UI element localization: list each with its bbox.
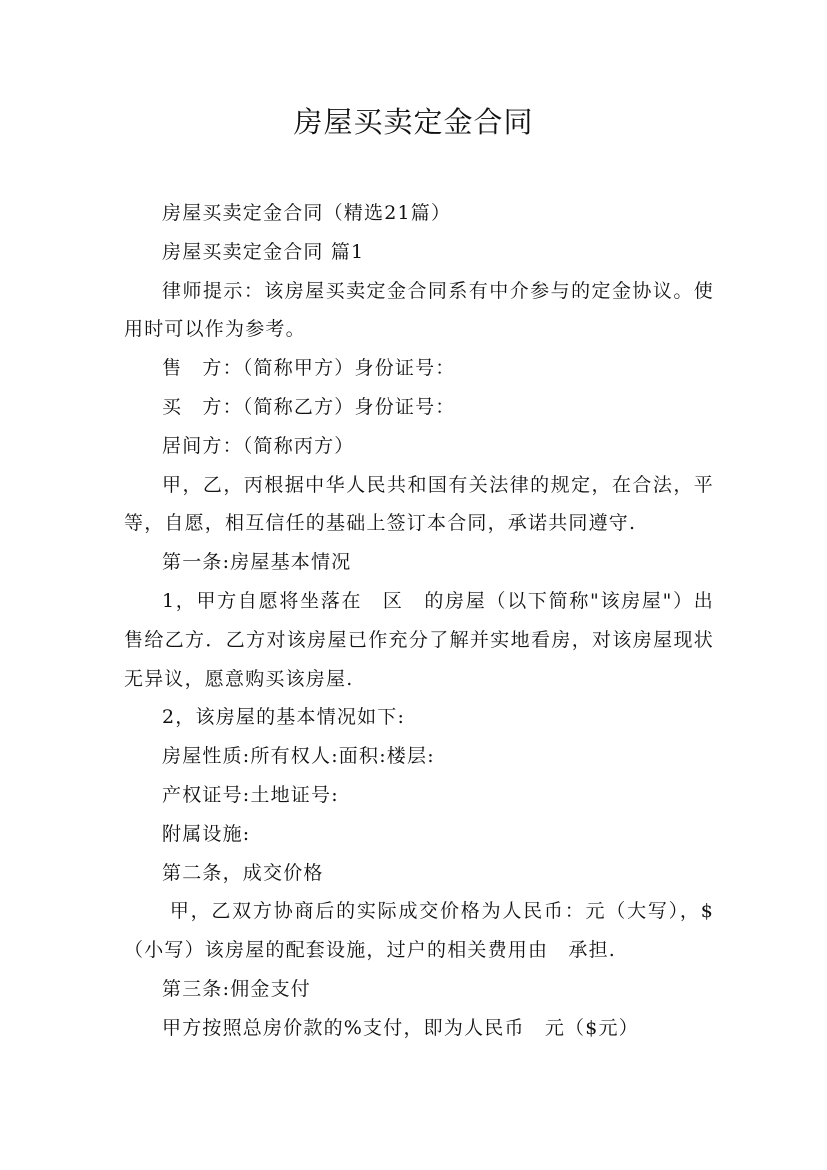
document-title: 房屋买卖定金合同 (293, 105, 534, 139)
document-body (124, 194, 735, 1048)
paragraph-article-1-heading: 第一条:房屋基本情况 (162, 551, 352, 574)
paragraph-subtitle: 房屋买卖定金合同（精选21篇） (162, 202, 452, 224)
paragraph-section-heading: 房屋买卖定金合同 篇1 (162, 240, 365, 263)
paragraph-seller: 售 方：（简称甲方）身份证号： (162, 357, 456, 380)
paragraph-price: 甲，乙双方协商后的实际成交价格为人民币：元（大写），$ （小写）该房屋的配套设施，过户的相关费用由 承担. (124, 900, 735, 962)
paragraph-facilities: 附属设施: (162, 822, 251, 845)
paragraph-article-1-item-1: 1，甲方自愿将坐落在 区 的房屋（以下简称"该房屋"）出售给乙方．乙方对该房屋已作充分了解并实地看房，对该房屋现状无异议，愿意购买该房屋. (124, 589, 714, 690)
paragraph-preamble: 甲，乙，丙根据中华人民共和国有关法律的规定，在合法，平等，自愿，相互信任的基础上签订本合同，承诺共同遵守. (124, 473, 714, 535)
paragraph-article-3-heading: 第三条:佣金支付 (162, 977, 312, 1000)
paragraph-lawyer-tip: 律师提示：该房屋买卖定金合同系有中介参与的定金协议。使用时可以作为参考。 (124, 279, 714, 341)
paragraph-buyer: 买 方：（简称乙方）身份证号： (162, 395, 456, 418)
paragraph-certificate-numbers: 产权证号:土地证号: (162, 783, 339, 806)
paragraph-intermediary: 居间方：（简称丙方） (162, 434, 355, 457)
paragraph-article-2-heading: 第二条，成交价格 (162, 861, 324, 884)
paragraph-property-nature: 房屋性质:所有权人:面积:楼层: (162, 745, 435, 768)
paragraph-commission: 甲方按照总房价款的%支付，即为人民币 元（$元） (162, 1016, 639, 1039)
paragraph-article-1-item-2: 2，该房屋的基本情况如下: (162, 706, 406, 729)
